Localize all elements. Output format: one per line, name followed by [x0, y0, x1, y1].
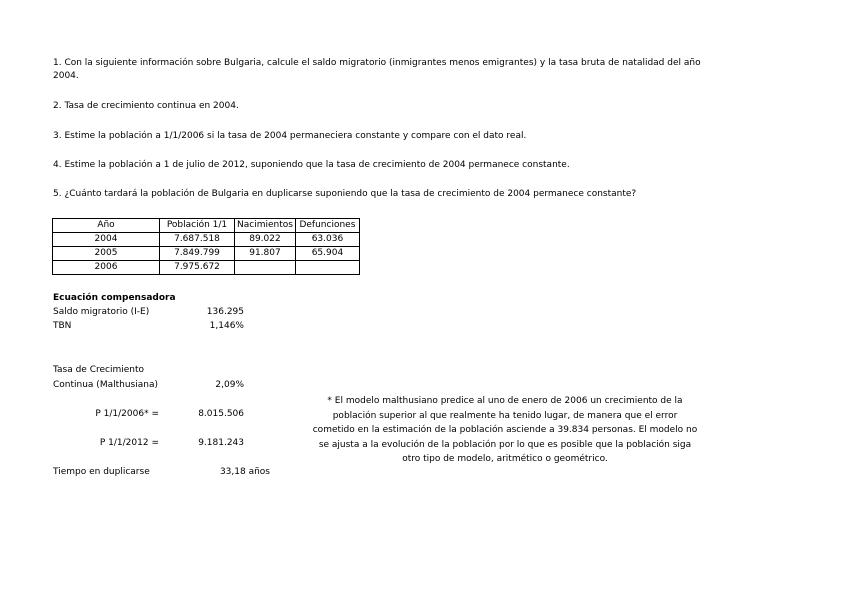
- question-4: 4. Estime la población a 1 de julio de 2012, suponiendo que la tasa de crecimiento de 2004 permanece constante.: [53, 160, 570, 170]
- population-table: [52, 218, 360, 275]
- table-cell: 65.904: [295, 247, 359, 261]
- ecuacion-compensadora-heading: Ecuación compensadora: [53, 293, 176, 303]
- question-2: 2. Tasa de crecimiento continua en 2004.: [53, 101, 239, 111]
- table-cell: 2005: [53, 247, 160, 261]
- note-line: población superior al que realmente ha tenido lugar, de manera que el error: [332, 410, 678, 421]
- tiempo-duplicarse-label: Tiempo en duplicarse: [53, 467, 150, 477]
- table-cell: 91.807: [235, 247, 296, 261]
- tasa-crecimiento-value: 2,09%: [215, 380, 244, 390]
- note-line: cometido en la estimación de la población asciende a 39.834 personas. El modelo no: [312, 425, 698, 435]
- question-5: 5. ¿Cuánto tardará la población de Bulgaria en duplicarse suponiendo que la tasa de crecimiento de 2004 permanece constante?: [53, 189, 637, 199]
- saldo-migratorio-label: Saldo migratorio (I-E): [53, 307, 150, 317]
- tiempo-duplicarse-value: 33,18 años: [219, 467, 270, 477]
- table-cell: 7.687.518: [160, 233, 235, 247]
- table-cell: 63.036: [295, 233, 359, 247]
- tasa-crecimiento-label: Tasa de Crecimiento: [53, 365, 145, 375]
- question-3: 3. Estime la población a 1/1/2006 si la tasa de 2004 permaneciera constante y compare con el dato real.: [53, 131, 527, 141]
- table-cell: [235, 261, 296, 275]
- column-header-year: Año: [53, 219, 160, 233]
- table-cell: 7.975.672: [160, 261, 235, 275]
- table-row: [53, 261, 360, 275]
- note-line: otro tipo de modelo, aritmético o geométrico.: [402, 454, 608, 464]
- tbn-label: TBN: [53, 321, 72, 331]
- tbn-value: 1,146%: [209, 321, 244, 331]
- poblacion-2006-value: 8.015.506: [198, 409, 244, 419]
- column-header-population: Población 1/1: [160, 219, 235, 233]
- table-header-row: [53, 219, 360, 233]
- tasa-crecimiento-label-2: Continua (Malthusiana): [53, 380, 158, 390]
- table-cell: [295, 261, 359, 275]
- note-line: * El modelo malthusiano predice al uno de enero de 2006 un crecimiento de la: [327, 396, 683, 406]
- question-1: 1. Con la siguiente información sobre Bulgaria, calcule el saldo migratorio (inmigrantes menos emigrantes) y la tasa bruta de natalidad del año 2004.: [53, 58, 701, 81]
- table-cell: 2006: [53, 261, 160, 275]
- note-line: se ajusta a la evolución de la población por lo que es posible que la población siga: [318, 439, 692, 450]
- poblacion-2012-value: 9.181.243: [198, 438, 244, 448]
- table-cell: 7.849.799: [160, 247, 235, 261]
- table-row: [53, 247, 360, 261]
- model-note: [300, 394, 710, 467]
- column-header-deaths: Defunciones: [295, 219, 359, 233]
- column-header-births: Nacimientos: [235, 219, 296, 233]
- poblacion-2012-label: P 1/1/2012 =: [99, 438, 159, 448]
- table-cell: 2004: [53, 233, 160, 247]
- table-cell: 89.022: [235, 233, 296, 247]
- poblacion-2006-label: P 1/1/2006* =: [95, 409, 159, 419]
- saldo-migratorio-value: 136.295: [206, 307, 244, 317]
- table-row: [53, 233, 360, 247]
